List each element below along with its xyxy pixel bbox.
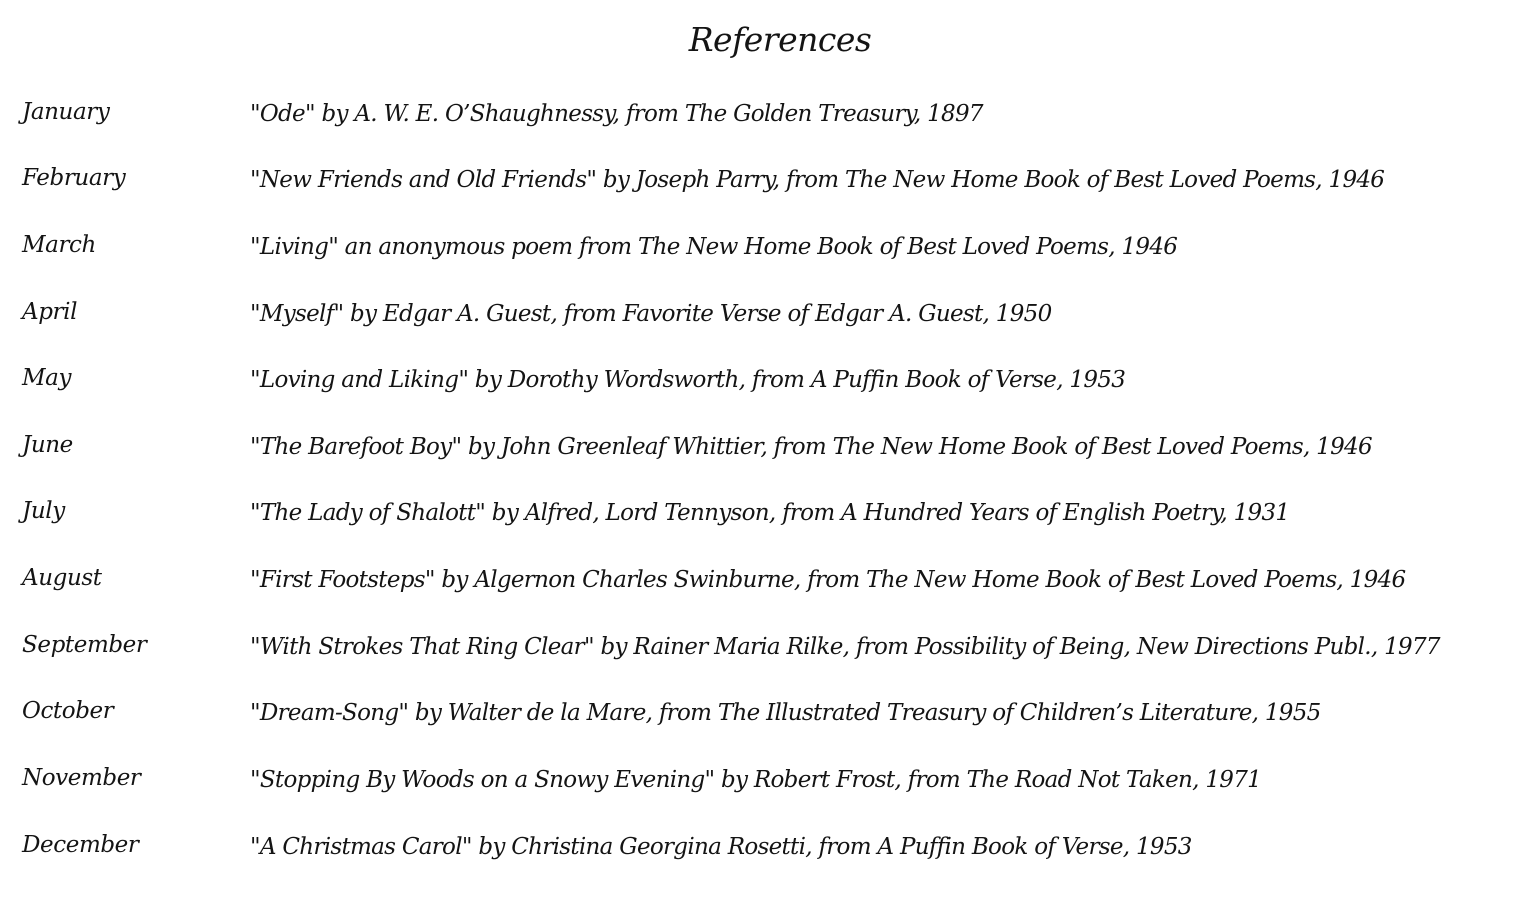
month-label: October — [22, 698, 114, 724]
month-label: February — [22, 165, 126, 191]
month-label: November — [22, 765, 141, 791]
month-label: January — [22, 99, 110, 125]
citation-text: "Myself" by Edgar A. Guest, from Favorite Verse of Edgar A. Guest, 1950 — [250, 301, 1052, 327]
reference-row-december — [0, 829, 1521, 869]
reference-row-march — [0, 229, 1521, 269]
citation-text: "Ode" by A. W. E. O’Shaughnessy, from The Golden Treasury, 1897 — [250, 101, 983, 127]
month-label: June — [22, 432, 73, 458]
month-label: July — [22, 498, 65, 524]
month-label: September — [22, 632, 147, 658]
citation-text: "A Christmas Carol" by Christina Georgina Rosetti, from A Puffin Book of Verse, 1953 — [250, 834, 1192, 860]
reference-row-may — [0, 362, 1521, 402]
citation-text: "Living" an anonymous poem from The New Home Book of Best Loved Poems, 1946 — [250, 234, 1178, 260]
reference-row-august — [0, 562, 1521, 602]
citation-text: "Stopping By Woods on a Snowy Evening" by Robert Frost, from The Road Not Taken, 1971 — [250, 767, 1262, 793]
month-label: August — [22, 565, 102, 591]
month-label: April — [22, 299, 78, 325]
citation-text: "With Strokes That Ring Clear" by Rainer Maria Rilke, from Possibility of Being, New Directions Publ., 1977 — [250, 634, 1440, 660]
citation-text: "The Lady of Shalott" by Alfred, Lord Tennyson, from A Hundred Years of English Poetry, 1931 — [250, 500, 1290, 526]
reference-row-october — [0, 695, 1521, 735]
citation-text: "First Footsteps" by Algernon Charles Swinburne, from The New Home Book of Best Loved Poems, 1946 — [250, 567, 1406, 593]
reference-row-november — [0, 762, 1521, 802]
citation-text: "Dream-Song" by Walter de la Mare, from The Illustrated Treasury of Children’s Literature, 1955 — [250, 700, 1321, 726]
reference-row-february — [0, 162, 1521, 202]
reference-row-july — [0, 495, 1521, 535]
citation-text: "Loving and Liking" by Dorothy Wordsworth, from A Puffin Book of Verse, 1953 — [250, 367, 1126, 393]
reference-row-september — [0, 629, 1521, 669]
page-title: References — [688, 20, 872, 59]
citation-text: "The Barefoot Boy" by John Greenleaf Whittier, from The New Home Book of Best Loved Poems, 1946 — [250, 434, 1372, 460]
month-label: December — [22, 832, 139, 858]
reference-row-june — [0, 429, 1521, 469]
reference-row-january — [0, 96, 1521, 136]
reference-row-april — [0, 296, 1521, 336]
citation-text: "New Friends and Old Friends" by Joseph Parry, from The New Home Book of Best Loved Poems, 1946 — [250, 167, 1385, 193]
month-label: March — [22, 232, 96, 258]
month-label: May — [22, 365, 72, 391]
